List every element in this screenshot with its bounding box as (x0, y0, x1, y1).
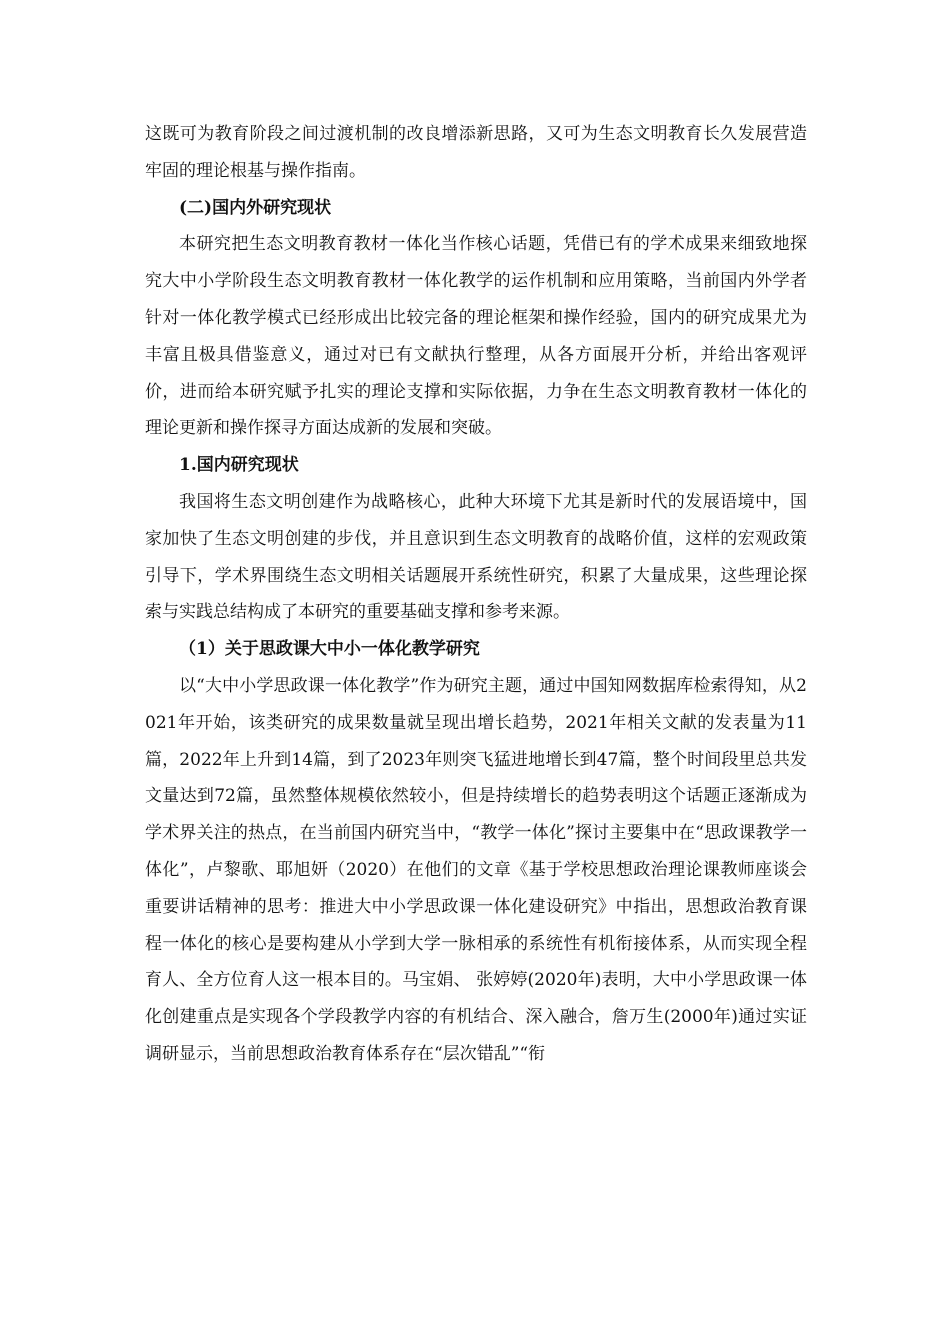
subsection-heading-ideological-course: （1）关于思政课大中小一体化教学研究 (179, 639, 480, 660)
section-heading-domestic-foreign: (二)国内外研究现状 (179, 197, 332, 218)
paragraph-research-overview: 本研究把生态文明教育教材一体化当作核心话题，凭借已有的学术成果来细致地探究大中小学阶段生态文明教育教材一体化教学的运作机制和应用策略，当前国内外学者针对一体化教学模式已经形成出比较完备的理论框架和操作经验，国内的研究成果尤为丰富且极具借鉴意义，通过对已有文献执行整理，从各方面展开分析，并给出客观评价，进而给本研究赋予扎实的理论支撑和实际依据，力争在生态文明教育教材一体化的理论更新和操作探寻方面达成新的发展和突破。 (145, 234, 807, 439)
paragraph-domestic-status: 我国将生态文明创建作为战略核心，此种大环境下尤其是新时代的发展语境中，国家加快了生态文明创建的步伐，并且意识到生态文明教育的战略价值，这样的宏观政策引导下，学术界围绕生态文明相关话题展开系统性研究，积累了大量成果，这些理论探索与实践总结构成了本研究的重要基础支撑和参考来源。 (145, 491, 807, 623)
paragraph-intro-continuation: 这既可为教育阶段之间过渡机制的改良增添新思路，又可为生态文明教育长久发展营造牢固的理论根基与操作指南。 (145, 124, 807, 181)
subsection-heading-domestic: 1.国内研究现状 (179, 455, 299, 476)
document-page (145, 116, 807, 1073)
paragraph-ideological-course-research: 以“大中小学思政课一体化教学”作为研究主题，通过中国知网数据库检索得知，从2021年开始，该类研究的成果数量就呈现出增长趋势，2021年相关文献的发表量为11篇，2022年上升到14篇，到了2023年则突飞猛进地增长到47篇，整个时间段里总共发文量达到72篇，虽然整体规模依然较小，但是持续增长的趋势表明这个话题正逐渐成为学术界关注的热点，在当前国内研究当中，“教学一体化”探讨主要集中在“思政课教学一体化”，卢黎歌、耶旭妍（2020）在他们的文章《基于学校思想政治理论课教师座谈会重要讲话精神的思考：推进大中小学思政课一体化建设研究》中指出，思想政治教育课程一体化的核心是要构建从小学到大学一脉相承的系统性有机衔接体系，从而实现全程育人、全方位育人这一根本目的。马宝娟、 张婷婷(2020年)表明，大中小学思政课一体化创建重点是实现各个学段教学内容的有机结合、深入融合，詹万生(2000年)通过实证调研显示，当前思想政治教育体系存在“层次错乱”“衔 (145, 675, 807, 1064)
